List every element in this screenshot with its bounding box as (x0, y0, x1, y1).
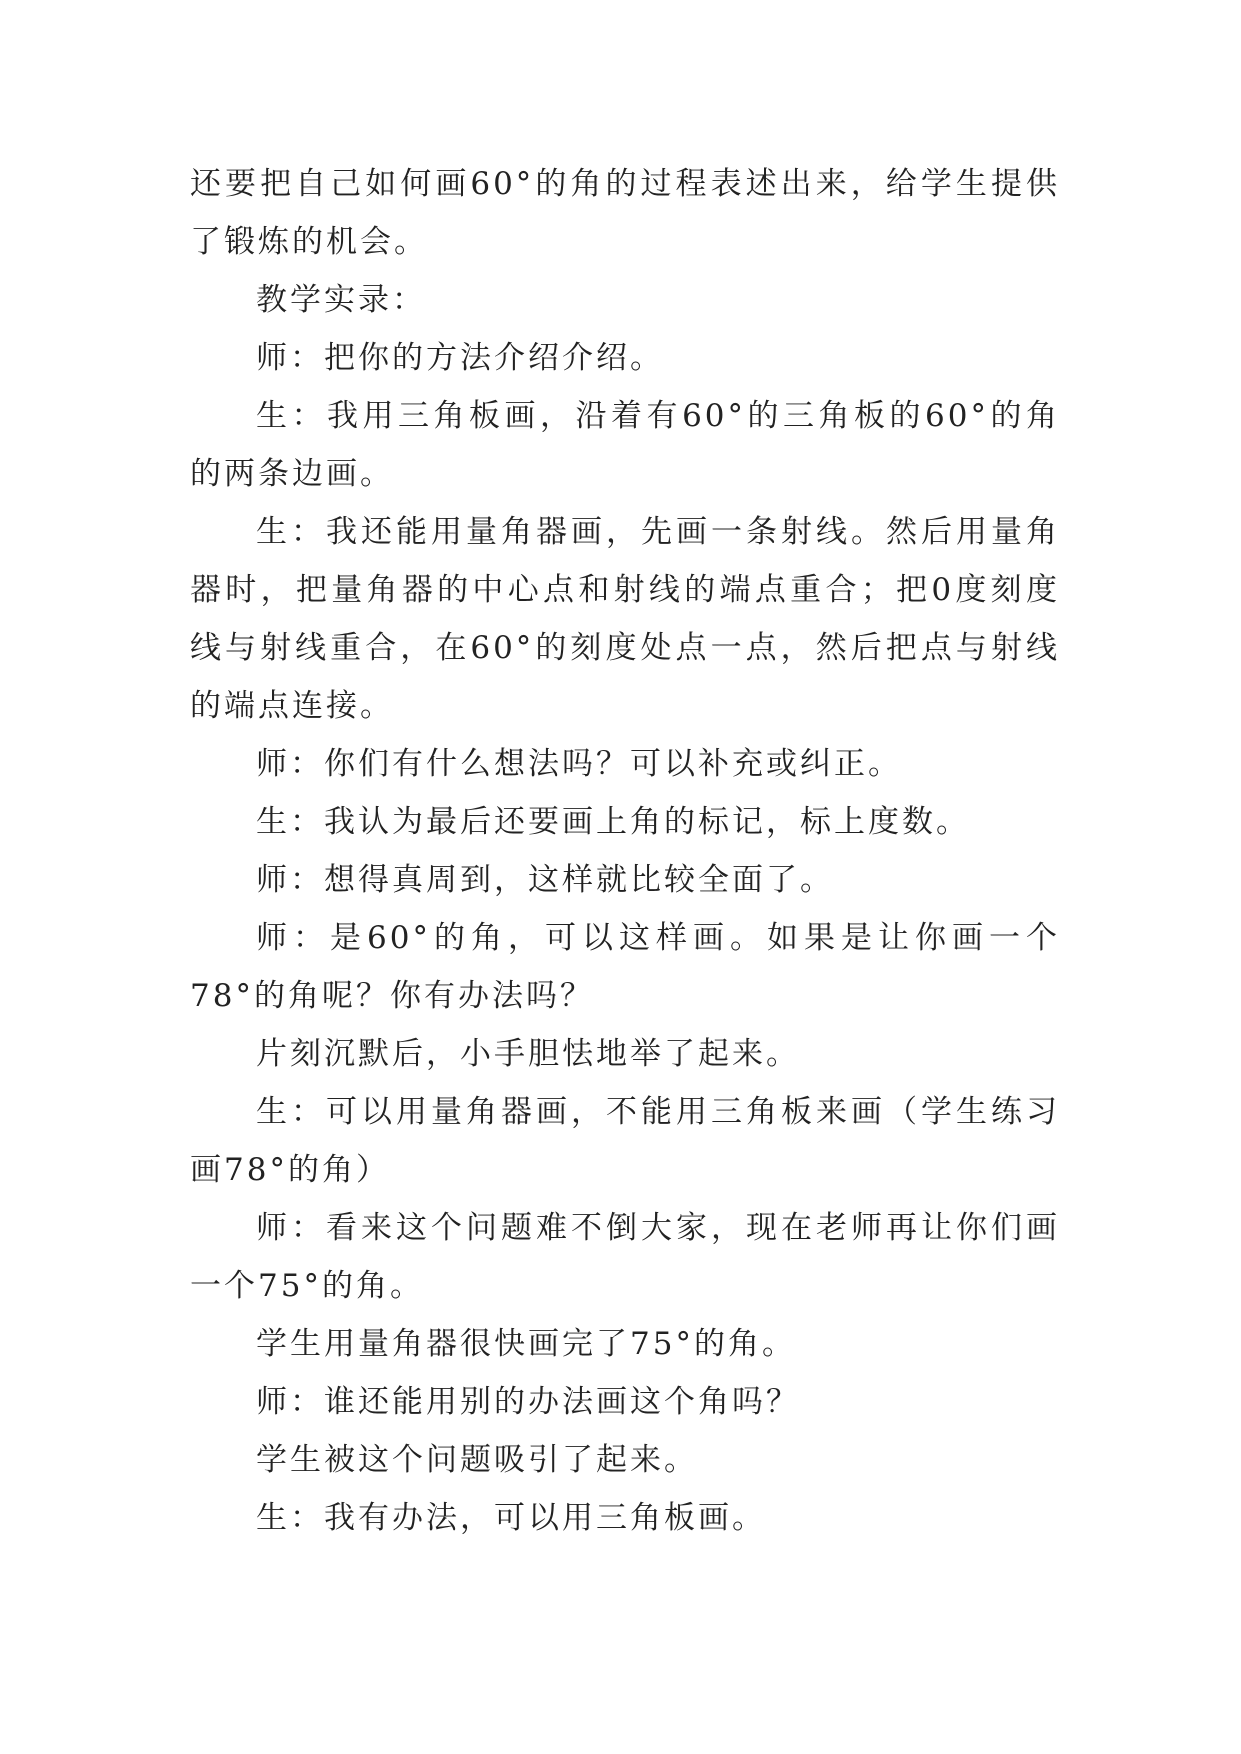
paragraph-dialogue: 师：想得真周到，这样就比较全面了。 (256, 862, 834, 898)
paragraph-dialogue: 师：看来这个问题难不倒大家，现在老师再让你们画一个75°的角。 (190, 1210, 1060, 1304)
paragraph-dialogue: 生：我还能用量角器画，先画一条射线。然后用量角器时，把量角器的中心点和射线的端点重合；把0度刻度线与射线重合，在60°的刻度处点一点，然后把点与射线的端点连接。 (190, 514, 1060, 724)
paragraph-section-heading: 教学实录： (256, 282, 426, 318)
paragraph-narration: 学生用量角器很快画完了75°的角。 (256, 1326, 796, 1362)
paragraph-continuation: 还要把自己如何画60°的角的过程表述出来，给学生提供了锻炼的机会。 (190, 166, 1060, 260)
paragraph-dialogue: 师：把你的方法介绍介绍。 (256, 340, 664, 376)
paragraph-dialogue: 生：我有办法，可以用三角板画。 (256, 1500, 766, 1536)
paragraph-narration: 片刻沉默后，小手胆怯地举了起来。 (256, 1036, 800, 1072)
paragraph-dialogue: 生：我认为最后还要画上角的标记，标上度数。 (256, 804, 970, 840)
paragraph-dialogue: 师：你们有什么想法吗？可以补充或纠正。 (256, 746, 902, 782)
paragraph-narration: 学生被这个问题吸引了起来。 (256, 1442, 698, 1478)
paragraph-dialogue: 师：谁还能用别的办法画这个角吗？ (256, 1384, 800, 1420)
paragraph-dialogue: 生：我用三角板画，沿着有60°的三角板的60°的角的两条边画。 (190, 398, 1060, 492)
document-body (190, 155, 1060, 1547)
paragraph-dialogue: 师：是60°的角，可以这样画。如果是让你画一个78°的角呢？你有办法吗？ (190, 920, 1060, 1014)
paragraph-dialogue: 生：可以用量角器画，不能用三角板来画（学生练习画78°的角） (190, 1094, 1060, 1188)
